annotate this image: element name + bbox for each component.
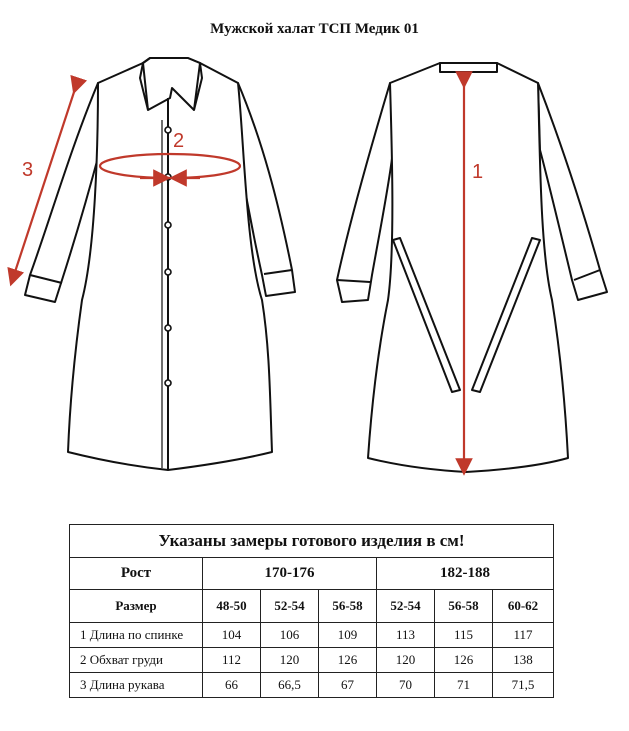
table-row xyxy=(70,673,554,698)
marker-2: 2 xyxy=(173,130,185,152)
marker-3: 3 xyxy=(22,159,34,181)
height-group-2: 182-188 xyxy=(377,558,554,590)
back-left-sleeve xyxy=(337,83,393,302)
table-cell: 67 xyxy=(319,673,377,698)
back-right-sleeve xyxy=(538,83,607,300)
row-label: 3 Длина рукава xyxy=(70,673,203,698)
table-cell: 109 xyxy=(319,623,377,648)
size-header: 48-50 xyxy=(203,590,261,623)
table-cell: 112 xyxy=(203,648,261,673)
row-label: 2 Обхват груди xyxy=(70,648,203,673)
size-label: Размер xyxy=(70,590,203,623)
garment-illustration xyxy=(0,40,629,480)
table-cell: 104 xyxy=(203,623,261,648)
page-title: Мужской халат ТСП Медик 01 xyxy=(210,21,419,37)
table-cell: 70 xyxy=(377,673,435,698)
table-cell: 106 xyxy=(261,623,319,648)
size-header: 56-58 xyxy=(319,590,377,623)
size-table xyxy=(69,524,554,698)
row-label: 1 Длина по спинке xyxy=(70,623,203,648)
table-cell: 126 xyxy=(435,648,493,673)
back-body xyxy=(368,63,568,472)
height-label: Рост xyxy=(70,558,203,590)
back-view xyxy=(337,63,607,472)
table-cell: 66,5 xyxy=(261,673,319,698)
size-header: 52-54 xyxy=(377,590,435,623)
table-cell: 126 xyxy=(319,648,377,673)
table-cell: 71,5 xyxy=(493,673,554,698)
table-cell: 115 xyxy=(435,623,493,648)
marker-1: 1 xyxy=(472,161,484,183)
table-cell: 117 xyxy=(493,623,554,648)
front-body xyxy=(68,63,272,470)
size-header: 52-54 xyxy=(261,590,319,623)
back-collar xyxy=(440,63,497,72)
table-cell: 120 xyxy=(261,648,319,673)
height-group-1: 170-176 xyxy=(203,558,377,590)
size-header: 60-62 xyxy=(493,590,554,623)
table-cell: 138 xyxy=(493,648,554,673)
table-row xyxy=(70,648,554,673)
table-cell: 120 xyxy=(377,648,435,673)
table-cell: 71 xyxy=(435,673,493,698)
size-header: 56-58 xyxy=(435,590,493,623)
table-cell: 66 xyxy=(203,673,261,698)
table-caption: Указаны замеры готового изделия в см! xyxy=(70,525,554,558)
table-row xyxy=(70,623,554,648)
table-cell: 113 xyxy=(377,623,435,648)
